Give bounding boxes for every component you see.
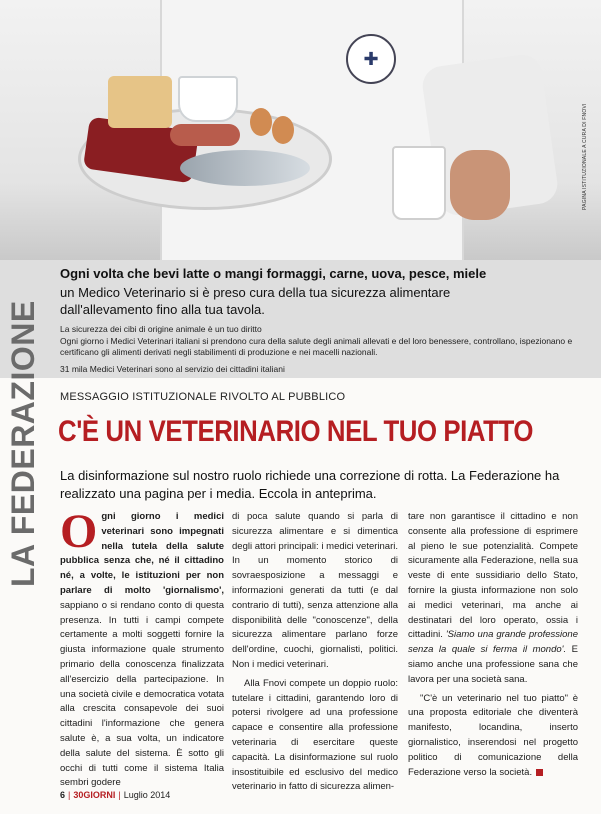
separator: |	[68, 790, 71, 800]
column-2	[232, 510, 398, 795]
egg	[272, 116, 294, 144]
paragraph-end: E siamo anche una professione sana che lavora per una società sana.	[408, 644, 578, 685]
paragraph: tare non garantisce il cittadino e non consente alla professione di esprimere al pieno le sue potenzialità. Compete sicuramente alla Federazione, nella sua veste di ente sussidiario dello Stato, fornire la giusta informazione non solo ai medici veterinari, ma anche ai destinatari del loro operato, ossia i cittadini.	[408, 511, 578, 641]
band-headline: Ogni volta che bevi latte o mangi formaggi, carne, uova, pesce, miele	[60, 266, 487, 281]
page-number: 6	[60, 790, 66, 800]
lede: La disinformazione sul nostro ruolo richiede una correzione di rotta. La Federazione ha realizzato una pagina per i media. Eccola in anteprima.	[60, 468, 560, 501]
cheese-wedge	[108, 76, 172, 128]
column-3	[408, 510, 578, 780]
salami	[170, 124, 240, 146]
paragraph: di poca salute quando si parla di sicurezza alimentare e si dimentica degli attori principali: i medici veterinari. In un momento storico di sovraesposizione a messaggi e informazioni generati da tutti (e dal contrario di tutti), senza attenzione alla disponibilità delle "conoscenze", della sicurezza alimentare parlano forze dell'ordine, cuochi, giornalisti, politici. Non i medici veterinari.	[232, 511, 398, 670]
side-credit: PAGINA ISTITUZIONALE A CURA DI FNOVI	[582, 103, 588, 210]
fish	[180, 150, 310, 186]
milk-jug	[178, 76, 238, 122]
band-details	[60, 324, 580, 359]
page-title: C'È UN VETERINARIO NEL TUO PIATTO	[58, 415, 534, 448]
separator: |	[118, 790, 121, 800]
magazine-name: 30GIORNI	[73, 790, 116, 800]
page-footer	[60, 790, 170, 800]
hand	[450, 150, 510, 220]
promo-band	[0, 260, 601, 378]
paragraph: Alla Fnovi compete un doppio ruolo: tutelare i cittadini, garantendo loro di potersi rivolgere ad una professione capace e consentire alla professione veterinaria di esercitare queste capacità. La disinformazione sul ruolo insostituibile ed esclusivo del medico veterinario in fatto di sicurezza alimen-	[232, 677, 398, 793]
hero-photo	[0, 0, 601, 260]
egg	[250, 108, 272, 136]
section-label: LA FEDERAZIONE	[5, 300, 41, 587]
milk-glass	[392, 146, 446, 220]
intro-bold: gni giorno i medici veterinari sono impegnati nella tutela della salute pubblica senza che, né il cittadino né, a volte, le istituzioni per non parlare di molto 'giornalismo',	[60, 511, 224, 596]
band-small-2: Ogni giorno i Medici Veterinari italiani si prendono cura della salute degli animali allevati e del loro benessere, controllano, ispezionano e certificano gli alimenti derivati negli stabilimenti di produzione e nei macelli nazionali.	[60, 335, 573, 357]
veterinary-badge-icon: ✚	[346, 34, 396, 84]
issue-date: Luglio 2014	[123, 790, 171, 800]
paragraph: "C'è un veterinario nel tuo piatto" è una proposta editoriale che diventerà manifesto, locandina, inserto giornalistico, inserendosi nel progetto politico di comunicazione della Federazione verso la società.	[408, 692, 578, 778]
quote: 'Siamo una grande professione senza la quale si ferma il mondo'.	[408, 629, 578, 656]
drop-cap: O	[60, 505, 98, 558]
end-mark-icon	[536, 769, 543, 776]
intro-text: sappiano o si rendano conto di questa presenza. In tutti i campi compete certamente a molti soggetti fornire la giusta informazione quale strumento primario della conoscenza finalizzata all'esercizio della partecipazione. In una società civile e democratica votata alla crescita consapevole dei suoi cittadini l'informazione che genera salute è, a sua volta, un indicatore della salute del sistema. È sotto gli occhi di tutti come il sistema Italia sembri godere	[60, 599, 224, 789]
band-small-1: La sicurezza dei cibi di origine animale è un tuo diritto	[60, 324, 262, 334]
kicker: MESSAGGIO ISTITUZIONALE RIVOLTO AL PUBBLICO	[60, 391, 346, 403]
band-subline: un Medico Veterinario si è preso cura della tua sicurezza alimentare dall'allevamento fino alla tua tavola.	[60, 285, 451, 317]
band-small-3: 31 mila Medici Veterinari sono al servizio dei cittadini italiani	[60, 364, 285, 374]
column-1	[60, 505, 224, 791]
